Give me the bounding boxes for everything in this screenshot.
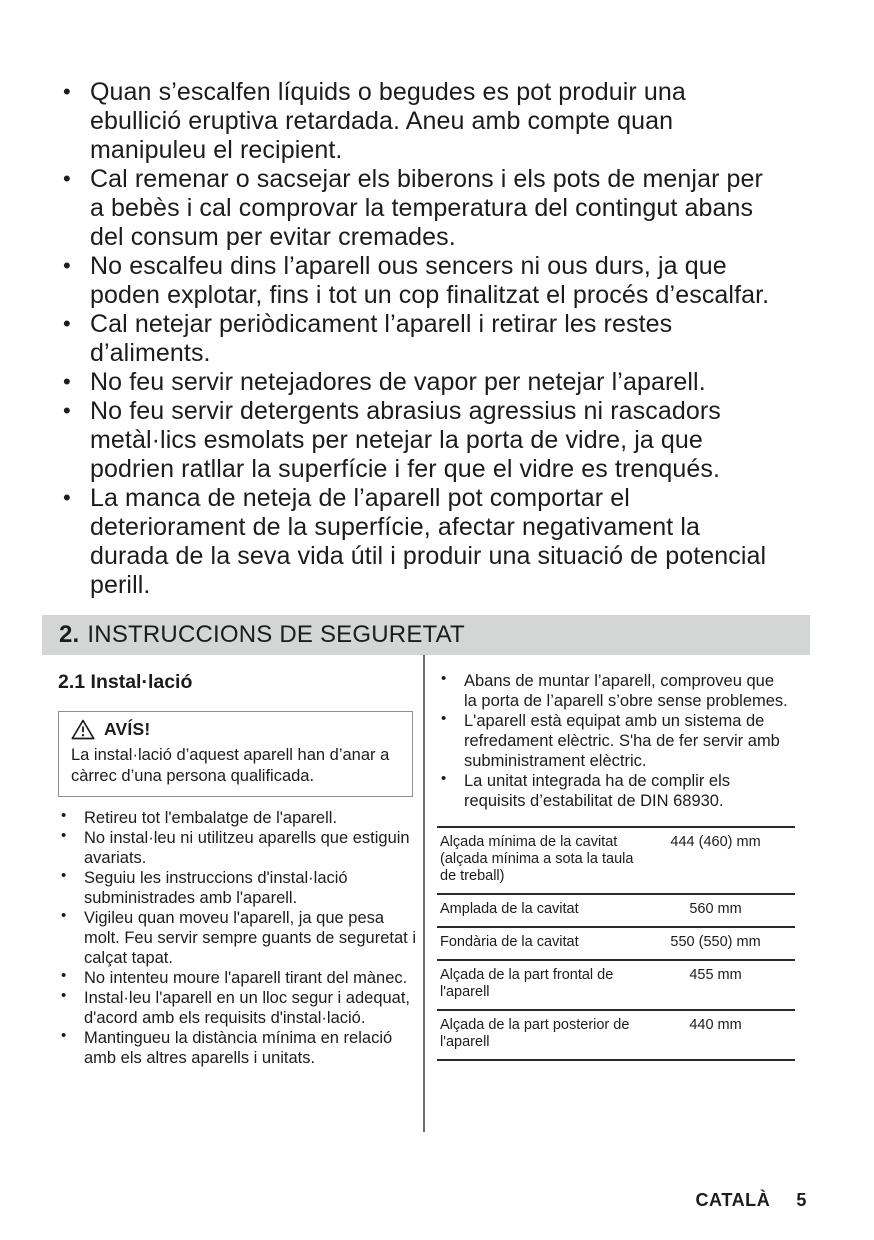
safety-warnings-list — [62, 78, 774, 600]
warning-body: La instal·lació d’aquest aparell han d’anar a càrrec d’una persona qualificada. — [71, 746, 390, 785]
bullet-icon: • — [61, 967, 67, 984]
list-item — [62, 310, 774, 368]
dimension-label: Alçada de la part posterior de l'aparell — [437, 1010, 641, 1060]
bullet-icon: • — [441, 670, 447, 687]
bullet-icon: • — [61, 987, 67, 1004]
list-item-text: L'aparell està equipat amb un sistema de refredament elèctric. S'ha de fer servir amb subministrament elèctric. — [464, 712, 780, 770]
bullet-icon: • — [63, 369, 71, 394]
two-column-layout — [42, 655, 810, 1132]
bullet-icon: • — [61, 867, 67, 884]
list-item — [58, 808, 416, 828]
list-item — [58, 868, 416, 908]
list-item — [58, 908, 416, 968]
section-number: 2. — [59, 621, 80, 648]
section-header — [42, 615, 810, 655]
dimension-label: Alçada de la part frontal de l'aparell — [437, 960, 641, 1010]
list-item-text: La manca de neteja de l’aparell pot comportar el deteriorament de la superfície, afectar negativament la durada de la seva vida útil i produir una situació de potencial perill. — [90, 484, 767, 599]
dimension-label: Amplada de la cavitat — [437, 894, 641, 927]
left-column — [42, 655, 423, 1132]
dimension-value: 560 mm — [641, 894, 795, 927]
list-item-text: Cal netejar periòdicament l’aparell i retirar les restes d’aliments. — [90, 310, 673, 367]
list-item — [62, 484, 774, 600]
bullet-icon: • — [63, 398, 71, 423]
right-column — [423, 655, 810, 1132]
dimension-label: Fondària de la cavitat — [437, 927, 641, 960]
dimension-value: 444 (460) mm — [641, 827, 795, 894]
dimension-value: 440 mm — [641, 1010, 795, 1060]
table-row — [437, 960, 795, 1010]
mounting-list — [437, 671, 790, 811]
list-item — [62, 165, 774, 252]
list-item-text: Vigileu quan moveu l'aparell, ja que pesa molt. Feu servir sempre guants de seguretat i calçat tapat. — [84, 909, 416, 967]
list-item-text: No escalfeu dins l’aparell ous sencers ni ous durs, ja que poden explotar, fins i tot un cop finalitzat el procés d’escalfar. — [90, 252, 770, 309]
bullet-icon: • — [61, 907, 67, 924]
footer-language: CATALÀ — [695, 1190, 771, 1210]
bullet-icon: • — [63, 311, 71, 336]
list-item-text: Instal·leu l'aparell en un lloc segur i adequat, d'acord amb els requisits d'instal·lació. — [84, 989, 411, 1027]
list-item-text: Abans de muntar l’aparell, comproveu que la porta de l’aparell s’obre sense problemes. — [464, 672, 788, 710]
list-item — [62, 252, 774, 310]
installation-list — [58, 808, 416, 1068]
warning-title: AVÍS! — [104, 719, 151, 739]
section-title: INSTRUCCIONS DE SEGURETAT — [87, 621, 465, 648]
list-item-text: Retireu tot l'embalatge de l'aparell. — [84, 809, 338, 827]
list-item — [438, 671, 790, 711]
list-item — [62, 368, 774, 397]
list-item — [58, 968, 416, 988]
list-item-text: Quan s’escalfen líquids o begudes es pot produir una ebullició eruptiva retardada. Aneu amb compte quan manipuleu el recipient. — [90, 78, 686, 164]
list-item-text: No instal·leu ni utilitzeu aparells que estiguin avariats. — [84, 829, 410, 867]
footer-page-number: 5 — [796, 1190, 807, 1210]
list-item-text: Cal remenar o sacsejar els biberons i els pots de menjar per a bebès i cal comprovar la temperatura del contingut abans del consum per evitar cremades. — [90, 165, 763, 251]
list-item — [62, 397, 774, 484]
table-row — [437, 927, 795, 960]
dimension-value: 455 mm — [641, 960, 795, 1010]
bullet-icon: • — [63, 166, 71, 191]
bullet-icon: • — [61, 827, 67, 844]
bullet-icon: • — [441, 710, 447, 727]
list-item-text: Seguiu les instruccions d'instal·lació subministrades amb l'aparell. — [84, 869, 348, 907]
list-item — [58, 828, 416, 868]
warning-box — [58, 711, 413, 797]
warning-box-header — [71, 719, 402, 740]
table-row — [437, 827, 795, 894]
dimension-value: 550 (550) mm — [641, 927, 795, 960]
bullet-icon: • — [441, 770, 447, 787]
list-item-text: La unitat integrada ha de complir els requisits d’estabilitat de DIN 68930. — [464, 772, 730, 810]
list-item — [62, 78, 774, 165]
table-row — [437, 1010, 795, 1060]
bullet-icon: • — [63, 485, 71, 510]
bullet-icon: • — [63, 253, 71, 278]
list-item-text: Mantingueu la distància mínima en relació amb els altres aparells i unitats. — [84, 1029, 393, 1067]
list-item-text: No intenteu moure l'aparell tirant del mànec. — [84, 969, 408, 987]
bullet-icon: • — [61, 1027, 67, 1044]
bullet-icon: • — [63, 79, 71, 104]
table-row — [437, 894, 795, 927]
bullet-icon: • — [61, 807, 67, 824]
warning-triangle-icon — [71, 719, 95, 740]
list-item — [58, 1028, 416, 1068]
dimension-label: Alçada mínima de la cavitat (alçada mínima a sota la taula de treball) — [437, 827, 641, 894]
page-footer — [695, 1190, 807, 1211]
list-item-text: No feu servir netejadores de vapor per netejar l’aparell. — [90, 368, 706, 396]
subsection-title: 2.1 Instal·lació — [58, 671, 193, 693]
list-item — [438, 711, 790, 771]
list-item — [438, 771, 790, 811]
list-item — [58, 988, 416, 1028]
list-item-text: No feu servir detergents abrasius agressius ni rascadors metàl·lics esmolats per netejar la porta de vidre, ja que podrien ratllar la superfície i fer que el vidre es trenqués. — [90, 397, 721, 483]
cavity-dimensions-table — [437, 826, 795, 1061]
